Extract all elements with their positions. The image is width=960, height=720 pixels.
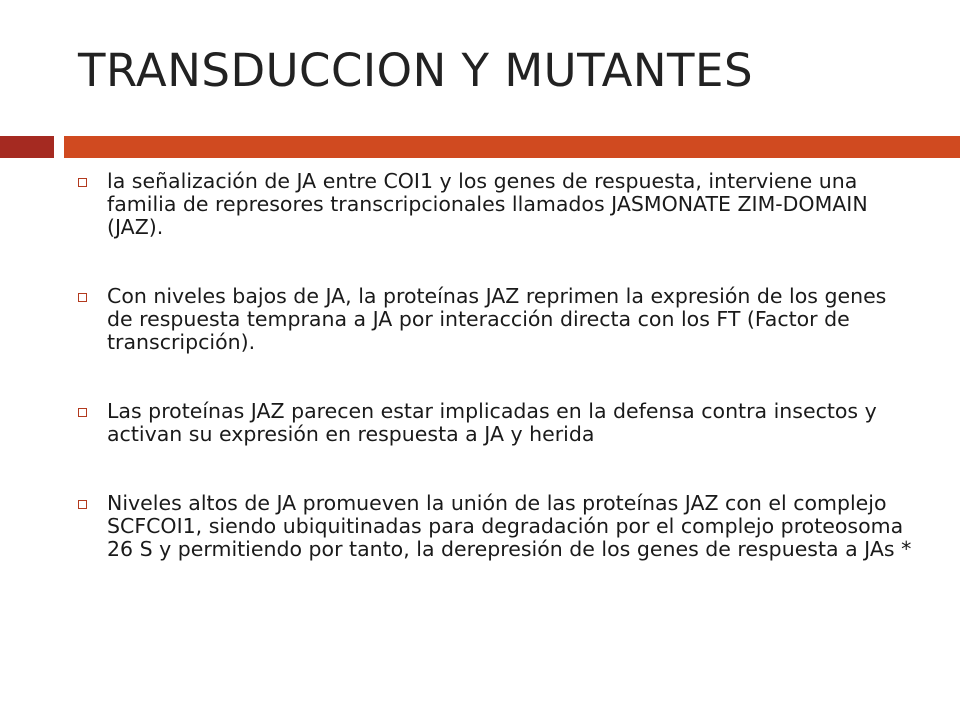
bullet-text: la señalización de JA entre COI1 y los genes de respuesta, interviene una familia de represores transcripcionales llamados JASMONATE ZIM-DOMAIN (JAZ). <box>107 169 868 239</box>
hollow-square-bullet-icon <box>78 293 87 302</box>
bullet-item <box>78 285 918 354</box>
accent-bar-right <box>64 136 960 158</box>
bullet-list <box>78 170 918 561</box>
bullet-item <box>78 170 918 239</box>
bullet-item <box>78 400 918 446</box>
slide-title: TRANSDUCCION Y MUTANTES <box>78 44 754 97</box>
hollow-square-bullet-icon <box>78 500 87 509</box>
bullet-text: Con niveles bajos de JA, la proteínas JAZ reprimen la expresión de los genes de respuesta temprana a JA por interacción directa con los FT (Factor de transcripción). <box>107 284 887 354</box>
bullet-text: Las proteínas JAZ parecen estar implicadas en la defensa contra insectos y activan su expresión en respuesta a JA y herida <box>107 399 877 446</box>
hollow-square-bullet-icon <box>78 408 87 417</box>
bullet-text: Niveles altos de JA promueven la unión de las proteínas JAZ con el complejo SCFCOI1, siendo ubiquitinadas para degradación por el complejo proteosoma 26 S y permitiendo por tanto, la derepresión de los genes de respuesta a JAs * <box>107 491 912 561</box>
accent-bar-left <box>0 136 54 158</box>
hollow-square-bullet-icon <box>78 178 87 187</box>
bullet-item <box>78 492 918 561</box>
